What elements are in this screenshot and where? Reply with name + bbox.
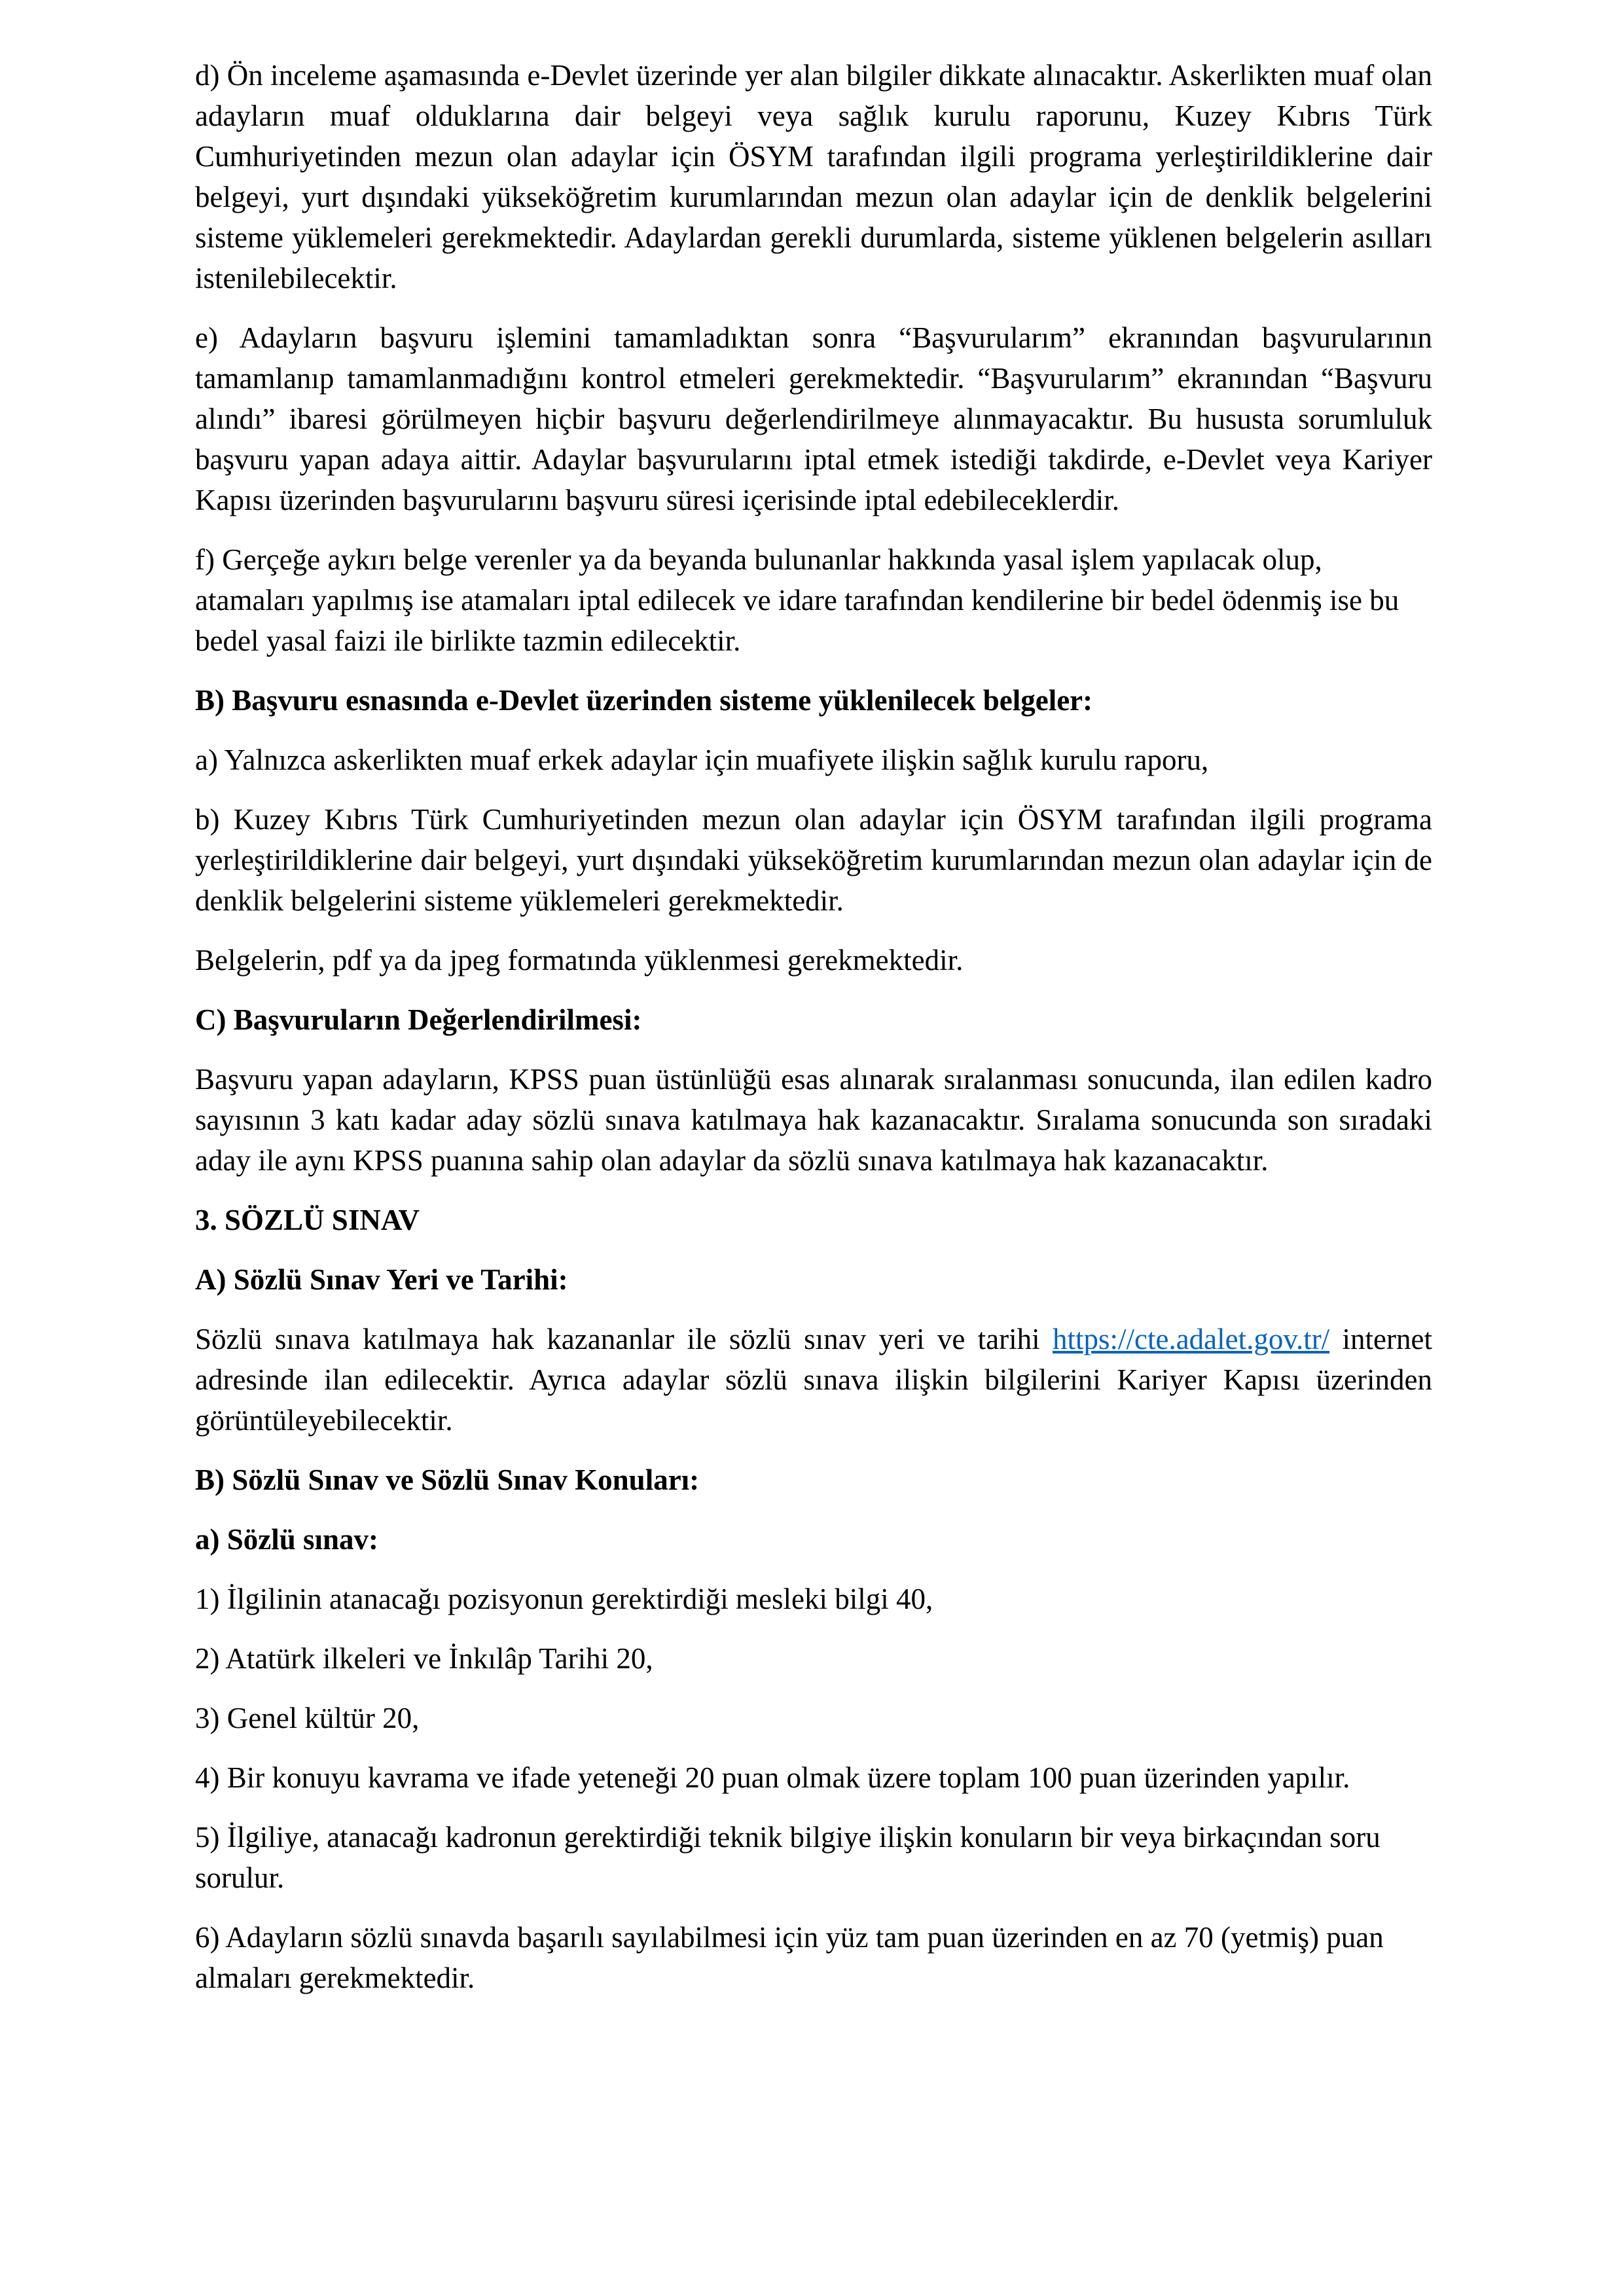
oral-exam-subjects-heading: B) Sözlü Sınav ve Sözlü Sınav Konuları: — [195, 1463, 700, 1496]
section-3-heading: 3. SÖZLÜ SINAV — [195, 1204, 420, 1236]
paragraph-f: f) Gerçeğe aykırı belge verenler ya da beyanda bulunanlar hakkında yasal işlem yapılacak olup, atamaları yapılmış ise atamaları iptal edilecek ve idare tarafından kendilerine bir bedel ödenmiş ise bu bedel yasal faizi ile birlikte tazmin edilecektir. — [195, 543, 1399, 657]
section-b-format-note: Belgelerin, pdf ya da jpeg formatında yüklenmesi gerekmektedir. — [195, 944, 964, 977]
section-c-heading: C) Başvuruların Değerlendirilmesi: — [195, 1003, 642, 1036]
oral-exam-item-4: 4) Bir konuyu kavrama ve ifade yeteneği 20 puan olmak üzere toplam 100 puan üzerinden yapılır. — [195, 1761, 1350, 1794]
section-b-heading: B) Başvuru esnasında e-Devlet üzerinden sisteme yüklenilecek belgeler: — [195, 684, 1093, 717]
cte-adalet-link[interactable]: https://cte.adalet.gov.tr/ — [1052, 1323, 1330, 1355]
section-c-body: Başvuru yapan adayların, KPSS puan üstünlüğü esas alınarak sıralanması sonucunda, ilan edilen kadro sayısının 3 katı kadar aday sözlü sınava katılmaya hak kazanacaktır. Sıralama sonucunda son sıradaki aday ile aynı KPSS puanına sahip olan adaylar da sözlü sınava katılmaya hak kazanacaktır. — [195, 1063, 1432, 1177]
paragraph-d: d) Ön inceleme aşamasında e-Devlet üzerinde yer alan bilgiler dikkate alınacaktır. Askerlikten muaf olan adayların muaf olduklarına dair belgeyi veya sağlık kurulu raporunu, Kuzey Kıbrıs Türk Cumhuriyetinden mezun olan adaylar için ÖSYM tarafından ilgili programa yerleştirildiklerine dair belgeyi, yurt dışındaki yükseköğretim kurumlarından mezun olan adaylar için de denklik belgelerini sisteme yüklemeleri gerekmektedir. Adaylardan gerekli durumlarda, sisteme yüklenen belgelerin asılları istenilebilecektir. — [195, 59, 1432, 295]
oral-exam-item-3: 3) Genel kültür 20, — [195, 1702, 420, 1734]
oral-exam-item-1: 1) İlgilinin atanacağı pozisyonun gerektirdiği mesleki bilgi 40, — [195, 1583, 933, 1615]
oral-exam-item-6: 6) Adayların sözlü sınavda başarılı sayılabilmesi için yüz tam puan üzerinden en az 70 (yetmiş) puan almaları gerekmektedir. — [195, 1921, 1384, 1994]
oral-exam-item-5: 5) İlgiliye, atanacağı kadronun gerektirdiği teknik bilgiye ilişkin konuların bir veya birkaçından soru sorulur. — [195, 1821, 1380, 1894]
oral-exam-item-2: 2) Atatürk ilkeleri ve İnkılâp Tarihi 20, — [195, 1642, 653, 1675]
paragraph-e: e) Adayların başvuru işlemini tamamladıktan sonra “Başvurularım” ekranından başvurularının tamamlanıp tamamlanmadığını kontrol etmeleri gerekmektedir. “Başvurularım” ekranından “Başvuru alındı” ibaresi görülmeyen hiçbir başvuru değerlendirilmeye alınmayacaktır. Bu hususta sorumluluk başvuru yapan adaya aittir. Adaylar başvurularını iptal etmek istediği takdirde, e-Devlet veya Kariyer Kapısı üzerinden başvurularını başvuru süresi içerisinde iptal edebileceklerdir. — [195, 321, 1432, 516]
oral-exam-text-before-link: Sözlü sınava katılmaya hak kazananlar ile sözlü sınav yeri ve tarihi — [195, 1323, 1053, 1355]
document-page — [195, 55, 1432, 2017]
oral-exam-place-date-heading: A) Sözlü Sınav Yeri ve Tarihi: — [195, 1263, 568, 1296]
section-b-item-a: a) Yalnızca askerlikten muaf erkek adaylar için muafiyete ilişkin sağlık kurulu raporu, — [195, 744, 1209, 776]
oral-exam-text-after-link: internet adresinde ilan edilecektir. Ayrıca adaylar sözlü sınava ilişkin bilgilerini Kariyer Kapısı üzerinden görüntüleyebilecektir. — [195, 1323, 1432, 1437]
section-b-item-b: b) Kuzey Kıbrıs Türk Cumhuriyetinden mezun olan adaylar için ÖSYM tarafından ilgili programa yerleştirildiklerine dair belgeyi, yurt dışındaki yükseköğretim kurumlarından mezun olan adaylar için de denklik belgelerini sisteme yüklemeleri gerekmektedir. — [195, 803, 1432, 917]
oral-exam-place-date-text — [195, 1319, 1432, 1441]
oral-exam-list-heading: a) Sözlü sınav: — [195, 1523, 379, 1556]
